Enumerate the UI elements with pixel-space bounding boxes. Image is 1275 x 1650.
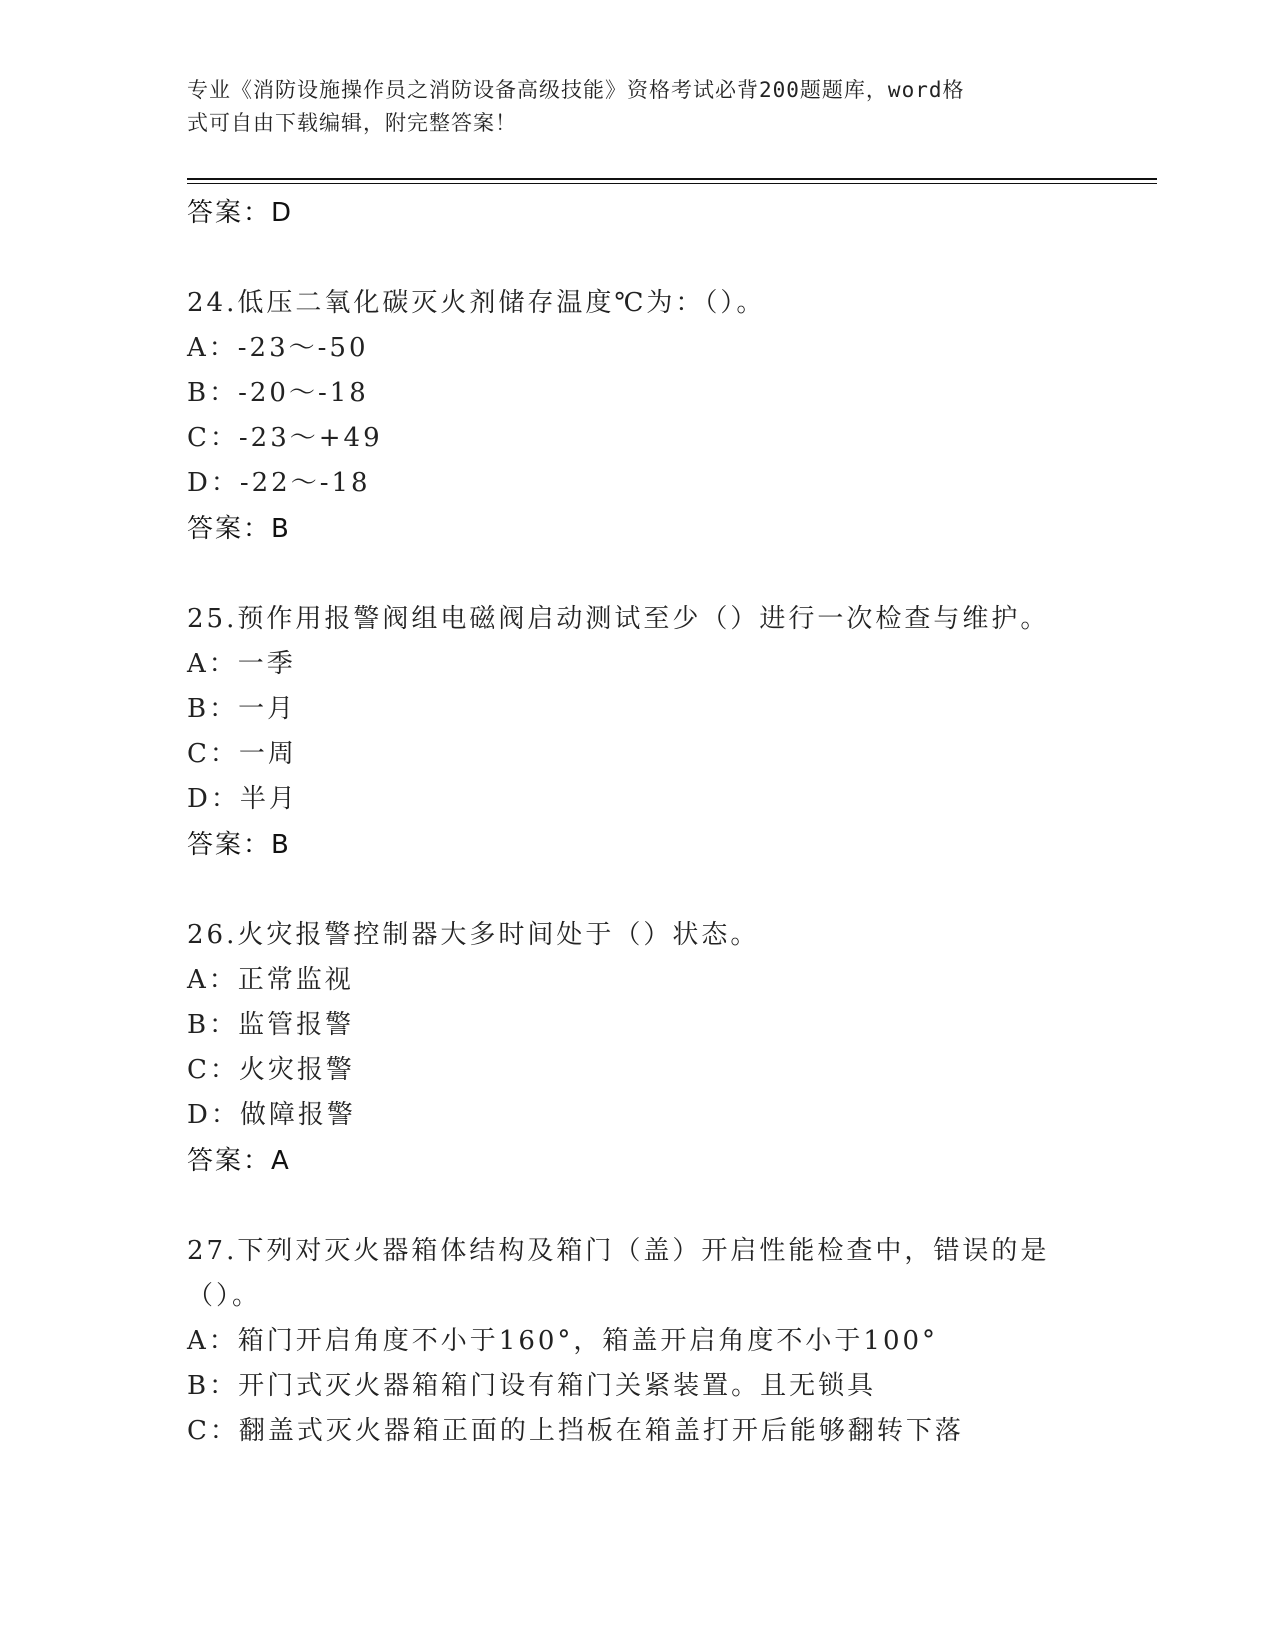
answer-line: 答案：A bbox=[187, 1146, 291, 1176]
question-text: 24.低压二氧化碳灭火剂储存温度℃为：（）。 bbox=[187, 288, 766, 318]
option-c: C：一周 bbox=[187, 739, 297, 769]
option-a: A：箱门开启角度不小于160°，箱盖开启角度不小于100° bbox=[187, 1326, 939, 1356]
question-26 bbox=[187, 913, 1087, 1184]
option-d: D：-22～-18 bbox=[187, 468, 371, 498]
option-a: A：-23～-50 bbox=[187, 333, 369, 363]
option-c: C：火灾报警 bbox=[187, 1055, 355, 1085]
option-a: A：正常监视 bbox=[187, 965, 354, 995]
question-25 bbox=[187, 597, 1087, 868]
answer-line: 答案：D bbox=[187, 198, 294, 228]
option-c: C：翻盖式灭火器箱正面的上挡板在箱盖打开后能够翻转下落 bbox=[187, 1416, 964, 1446]
option-a: A：一季 bbox=[187, 649, 296, 679]
option-d: D：做障报警 bbox=[187, 1100, 356, 1130]
question-27 bbox=[187, 1229, 1087, 1454]
option-d: D：半月 bbox=[187, 784, 298, 814]
question-text: 27.下列对灭火器箱体结构及箱门（盖）开启性能检查中，错误的是（）。 bbox=[187, 1236, 1050, 1311]
header-line-2: 式可自由下载编辑，附完整答案！ bbox=[187, 111, 517, 135]
answer-line: 答案：B bbox=[187, 830, 291, 860]
question-24 bbox=[187, 281, 1087, 552]
answer-line: 答案：B bbox=[187, 514, 291, 544]
option-c: C：-23～+49 bbox=[187, 423, 383, 453]
option-b: B：一月 bbox=[187, 694, 297, 724]
option-b: B：-20～-18 bbox=[187, 378, 369, 408]
option-b: B：监管报警 bbox=[187, 1010, 355, 1040]
header-line-1: 专业《消防设施操作员之消防设备高级技能》资格考试必背200题题库，word格 bbox=[187, 78, 965, 102]
question-list bbox=[187, 190, 1087, 1454]
header-divider bbox=[187, 178, 1157, 180]
question-text: 25.预作用报警阀组电磁阀启动测试至少（）进行一次检查与维护。 bbox=[187, 604, 1050, 634]
header-divider-thin bbox=[187, 183, 1157, 184]
page-header bbox=[187, 74, 1067, 140]
question-text: 26.火灾报警控制器大多时间处于（）状态。 bbox=[187, 920, 760, 950]
option-b: B：开门式灭火器箱箱门设有箱门关紧装置。且无锁具 bbox=[187, 1371, 877, 1401]
